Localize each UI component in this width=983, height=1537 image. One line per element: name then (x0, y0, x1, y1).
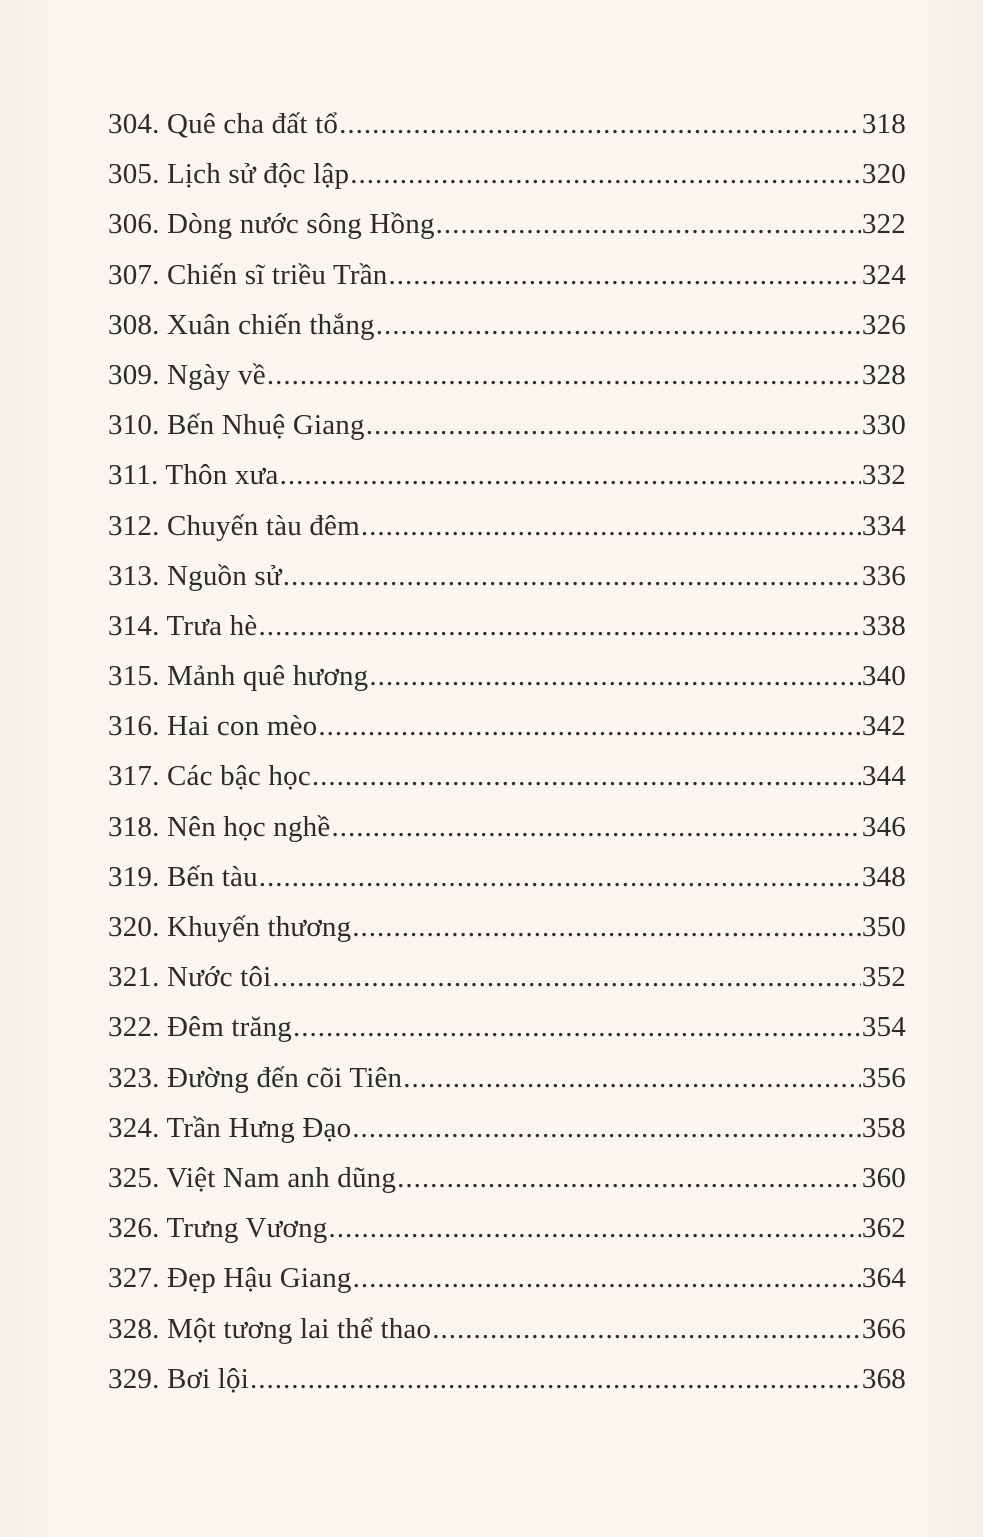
toc-entry-page-number: 358 (861, 1111, 906, 1144)
toc-entry-page-number: 318 (861, 108, 906, 140)
toc-entry-title: 306. Dòng nước sông Hồng (108, 208, 435, 241)
dot-leader (397, 1162, 861, 1195)
toc-entry-page-number: 326 (861, 308, 906, 341)
dot-leader (432, 1313, 861, 1346)
toc-entry-title: 324. Trần Hưng Đạo (108, 1111, 352, 1144)
dot-leader (331, 811, 860, 844)
toc-entry-title: 312. Chuyến tàu đêm (108, 509, 360, 542)
dot-leader (376, 309, 861, 342)
dot-leader (259, 861, 861, 894)
toc-entry (108, 510, 906, 560)
dot-leader (350, 158, 861, 191)
toc-entry-page-number: 350 (861, 911, 906, 943)
toc-entry (108, 861, 906, 911)
toc-entry-title: 316. Hai con mèo (108, 710, 318, 743)
dot-leader (361, 510, 861, 543)
dot-leader (389, 259, 861, 292)
toc-entry-title: 327. Đẹp Hậu Giang (108, 1262, 352, 1295)
toc-entry (108, 911, 906, 961)
toc-entry-page-number: 348 (861, 860, 906, 893)
toc-entry (108, 1313, 906, 1363)
toc-entry-title: 310. Bến Nhuệ Giang (108, 409, 365, 442)
toc-entry-page-number: 368 (861, 1362, 906, 1395)
dot-leader (318, 710, 861, 743)
dot-leader (353, 1262, 861, 1295)
toc-entry (108, 1011, 906, 1061)
toc-entry (108, 660, 906, 710)
toc-entry-title: 318. Nên học nghề (108, 810, 331, 843)
toc-entry-title: 323. Đường đến cõi Tiên (108, 1061, 403, 1094)
toc-entry (108, 1212, 906, 1262)
toc-entry-title: 307. Chiến sĩ triều Trần (108, 258, 388, 291)
dot-leader (352, 1112, 861, 1145)
toc-entry (108, 610, 906, 660)
toc-entry-title: 309. Ngày về (108, 358, 266, 391)
toc-entry-page-number: 340 (861, 660, 906, 693)
toc-entry-page-number: 332 (861, 459, 906, 492)
toc-entry-title: 328. Một tương lai thể thao (108, 1312, 432, 1345)
toc-entry-title: 308. Xuân chiến thắng (108, 308, 375, 341)
toc-entry (108, 409, 906, 459)
toc-entry-page-number: 324 (861, 258, 906, 291)
toc-entry-page-number: 320 (861, 158, 906, 191)
dot-leader (339, 108, 861, 141)
dot-leader (328, 1212, 860, 1245)
toc-entry-page-number: 322 (861, 208, 906, 241)
toc-entry-title: 315. Mảnh quê hương (108, 660, 369, 693)
toc-entry-page-number: 328 (861, 358, 906, 391)
toc-entry-title: 311. Thôn xưa (108, 459, 279, 492)
toc-entry (108, 1162, 906, 1212)
dot-leader (280, 459, 861, 492)
toc-entry-page-number: 338 (861, 609, 906, 642)
dot-leader (366, 409, 861, 442)
toc-entry (108, 158, 906, 208)
dot-leader (369, 660, 861, 693)
toc-entry-page-number: 360 (861, 1161, 906, 1194)
dot-leader (312, 760, 861, 793)
toc-entry-title: 304. Quê cha đất tổ (108, 108, 339, 140)
toc-entry (108, 1363, 906, 1413)
toc-entry (108, 309, 906, 359)
toc-entry-title: 317. Các bậc học (108, 760, 311, 793)
toc-entry-title: 305. Lịch sử độc lập (108, 158, 350, 191)
toc-entry-page-number: 344 (861, 760, 906, 793)
toc-entry-title: 326. Trưng Vương (108, 1212, 328, 1245)
toc-entry (108, 108, 906, 158)
dot-leader (272, 961, 861, 994)
toc-entry-page-number: 334 (861, 509, 906, 542)
toc-entry (108, 811, 906, 861)
toc-entry (108, 359, 906, 409)
toc-entry-page-number: 352 (861, 961, 906, 994)
toc-entry-title: 314. Trưa hè (108, 609, 258, 642)
dot-leader (258, 610, 860, 643)
toc-entry (108, 1262, 906, 1312)
toc-entry (108, 1112, 906, 1162)
toc-entry-title: 320. Khuyến thương (108, 911, 352, 943)
dot-leader (352, 911, 861, 944)
toc-entry-page-number: 330 (861, 409, 906, 442)
dot-leader (283, 560, 861, 593)
toc-entry-title: 329. Bơi lội (108, 1362, 249, 1395)
toc-entry-title: 319. Bến tàu (108, 860, 258, 893)
toc-entry (108, 459, 906, 509)
dot-leader (293, 1011, 861, 1044)
toc-entry-page-number: 336 (861, 559, 906, 592)
toc-entry-page-number: 354 (861, 1011, 906, 1044)
dot-leader (250, 1363, 861, 1396)
toc-entry-page-number: 364 (861, 1262, 906, 1295)
toc-entry-page-number: 346 (861, 810, 906, 843)
toc-entry-title: 325. Việt Nam anh dũng (108, 1161, 397, 1194)
table-of-contents (108, 108, 906, 1413)
toc-entry-page-number: 356 (861, 1061, 906, 1094)
dot-leader (436, 208, 861, 241)
toc-entry (108, 259, 906, 309)
toc-entry-title: 321. Nước tôi (108, 961, 272, 994)
toc-entry-title: 322. Đêm trăng (108, 1011, 293, 1044)
toc-entry (108, 710, 906, 760)
toc-entry (108, 208, 906, 258)
toc-entry-page-number: 362 (861, 1212, 906, 1245)
toc-entry (108, 961, 906, 1011)
dot-leader (403, 1062, 861, 1095)
toc-entry-page-number: 342 (861, 710, 906, 743)
toc-entry-page-number: 366 (861, 1312, 906, 1345)
toc-entry-title: 313. Nguồn sử (108, 559, 282, 592)
toc-entry (108, 1062, 906, 1112)
dot-leader (267, 359, 861, 392)
toc-entry (108, 560, 906, 610)
toc-entry (108, 760, 906, 810)
